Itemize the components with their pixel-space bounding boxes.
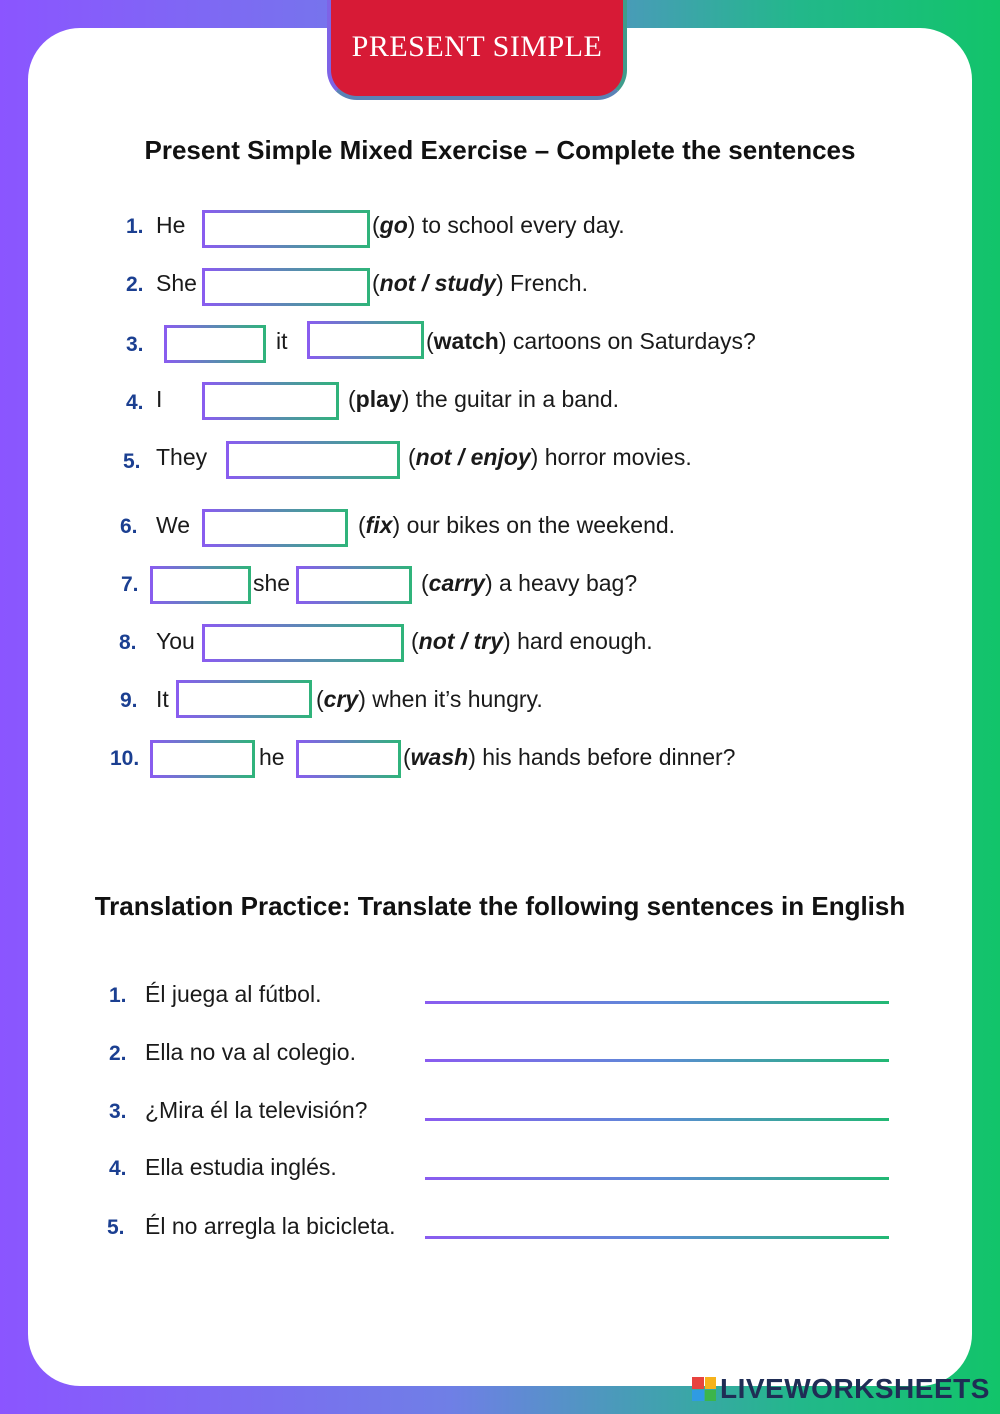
verb-hint: carry — [428, 570, 485, 596]
section2-heading: Translation Practice: Translate the following sentences in English — [94, 891, 906, 921]
item-number: 6. — [120, 515, 138, 538]
verb-hint: watch — [433, 328, 499, 354]
sentence-start: It — [156, 686, 169, 712]
item-number: 8. — [119, 631, 137, 654]
answer-box[interactable] — [164, 325, 266, 363]
item-number: 7. — [121, 573, 139, 596]
sentence-end: (not / enjoy) horror movies. — [408, 444, 692, 470]
item-number: 4. — [126, 391, 144, 414]
sentence-end: (watch) cartoons on Saturdays? — [426, 328, 756, 354]
spanish-sentence: ¿Mira él la televisión? — [145, 1097, 368, 1123]
sentence-end: (wash) his hands before dinner? — [403, 744, 736, 770]
sentence-end: (not / study) French. — [372, 270, 588, 296]
answer-line[interactable] — [425, 1236, 889, 1239]
answer-box[interactable] — [150, 740, 255, 778]
answer-box[interactable] — [202, 382, 339, 420]
verb-hint: cry — [323, 686, 359, 712]
sentence-start: They — [156, 444, 208, 470]
spanish-sentence: Ella no va al colegio. — [145, 1039, 356, 1065]
sentence-middle: he — [259, 744, 285, 770]
sentence-middle: she — [253, 570, 291, 596]
item-number: 2. — [109, 1042, 127, 1065]
verb-hint: not / study — [379, 270, 496, 296]
sentence-end: (go) to school every day. — [372, 212, 625, 238]
sentence-end: (play) the guitar in a band. — [348, 386, 620, 412]
sentence-end: (cry) when it’s hungry. — [316, 686, 543, 712]
item-number: 4. — [109, 1157, 127, 1180]
answer-box[interactable] — [202, 210, 370, 248]
sentence-start: She — [156, 270, 197, 296]
item-number: 10. — [110, 747, 140, 770]
answer-box[interactable] — [296, 740, 401, 778]
logo-grid-icon — [692, 1377, 716, 1401]
verb-hint: wash — [410, 744, 469, 770]
verb-hint: fix — [365, 512, 393, 538]
answer-line[interactable] — [425, 1059, 889, 1062]
answer-box[interactable] — [202, 624, 404, 662]
sentence-middle: it — [276, 328, 288, 354]
verb-hint: play — [355, 386, 402, 412]
sentence-start: I — [156, 386, 163, 412]
answer-box[interactable] — [202, 509, 348, 547]
item-number: 2. — [126, 273, 144, 296]
item-number: 3. — [109, 1100, 127, 1123]
sentence-end: (carry) a heavy bag? — [421, 570, 638, 596]
item-number: 1. — [126, 215, 144, 238]
item-number: 9. — [120, 689, 138, 712]
brand-name: LIVEWORKSHEETS — [720, 1373, 990, 1404]
item-number: 3. — [126, 333, 144, 356]
answer-box[interactable] — [202, 268, 370, 306]
sentence-end: (fix) our bikes on the weekend. — [358, 512, 676, 538]
liveworksheets-logo — [692, 1374, 990, 1404]
item-number: 5. — [123, 450, 141, 473]
verb-hint: not / try — [418, 628, 504, 654]
answer-box[interactable] — [296, 566, 412, 604]
sentence-start: You — [156, 628, 195, 654]
verb-hint: not / enjoy — [415, 444, 531, 470]
spanish-sentence: Él no arregla la bicicleta. — [145, 1213, 396, 1239]
banner-title: PRESENT SIMPLE — [351, 30, 603, 63]
title-banner — [327, 0, 627, 100]
sentence-end: (not / try) hard enough. — [411, 628, 653, 654]
answer-box[interactable] — [226, 441, 400, 479]
spanish-sentence: Ella estudia inglés. — [145, 1154, 337, 1180]
spanish-sentence: Él juega al fútbol. — [145, 981, 322, 1007]
verb-hint: go — [379, 212, 408, 238]
sentence-start: We — [156, 512, 191, 538]
sentence-start: He — [156, 212, 186, 238]
answer-box[interactable] — [150, 566, 251, 604]
answer-box[interactable] — [176, 680, 312, 718]
answer-line[interactable] — [425, 1001, 889, 1004]
section1-heading: Present Simple Mixed Exercise – Complete the sentences — [144, 135, 856, 165]
answer-line[interactable] — [425, 1177, 889, 1180]
answer-line[interactable] — [425, 1118, 889, 1121]
answer-box[interactable] — [307, 321, 424, 359]
item-number: 1. — [109, 984, 127, 1007]
item-number: 5. — [107, 1216, 125, 1239]
